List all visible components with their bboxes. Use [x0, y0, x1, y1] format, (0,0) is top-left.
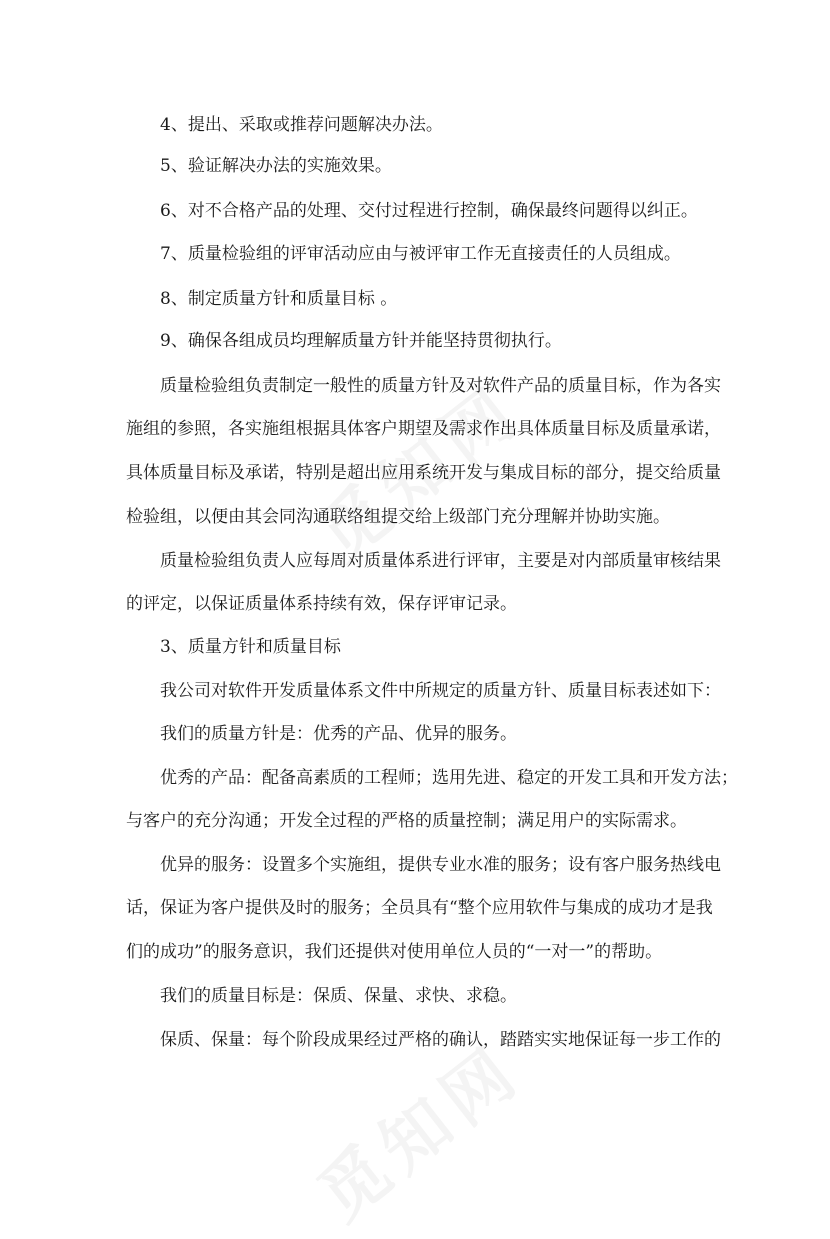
paragraph-line: 具体质量目标及承诺，特别是超出应用系统开发与集成目标的部分，提交给质量: [126, 463, 721, 483]
paragraph-line: 质量检验组负责人应每周对质量体系进行评审，主要是对内部质量审核结果: [160, 551, 721, 571]
paragraph-line: 话，保证为客户提供及时的服务；全员具有“整个应用软件与集成的成功才是我: [126, 898, 713, 918]
paragraph-line: 们的成功”的服务意识，我们还提供对使用单位人员的“一对一”的帮助。: [126, 942, 663, 962]
list-item: 5、验证解决办法的实施效果。: [160, 156, 392, 176]
paragraph-line: 优异的服务：设置多个实施组，提供专业水准的服务；设有客户服务热线电: [160, 855, 721, 875]
paragraph-line: 检验组，以便由其会同沟通联络组提交给上级部门充分理解并协助实施。: [126, 507, 670, 527]
paragraph-line: 优秀的产品：配备高素质的工程师；选用先进、稳定的开发工具和开发方法；: [160, 768, 738, 788]
list-item: 8、制定质量方针和质量目标 。: [160, 289, 398, 309]
paragraph-line: 我们的质量目标是：保质、保量、求快、求稳。: [160, 986, 517, 1006]
paragraph-line: 我公司对软件开发质量体系文件中所规定的质量方针、质量目标表述如下：: [160, 681, 721, 701]
section-heading: 3、质量方针和质量目标: [160, 637, 341, 657]
paragraph-line: 施组的参照，各实施组根据具体客户期望及需求作出具体质量目标及质量承诺，: [126, 419, 721, 439]
paragraph-line: 与客户的充分沟通；开发全过程的严格的质量控制；满足用户的实际需求。: [126, 811, 687, 831]
list-item: 6、对不合格产品的处理、交付过程进行控制，确保最终问题得以纠正。: [160, 201, 698, 221]
paragraph-line: 质量检验组负责制定一般性的质量方针及对软件产品的质量目标，作为各实: [160, 376, 721, 396]
paragraph-line: 保质、保量：每个阶段成果经过严格的确认，踏踏实实地保证每一步工作的: [160, 1030, 721, 1050]
paragraph-line: 我们的质量方针是：优秀的产品、优异的服务。: [160, 724, 517, 744]
list-item: 4、提出、采取或推荐问题解决办法。: [160, 115, 443, 135]
list-item: 9、确保各组成员均理解质量方针并能坚持贯彻执行。: [160, 331, 562, 351]
paragraph-line: 的评定，以保证质量体系持续有效，保存评审记录。: [126, 594, 517, 614]
list-item: 7、质量检验组的评审活动应由与被评审工作无直接责任的人员组成。: [160, 244, 681, 264]
